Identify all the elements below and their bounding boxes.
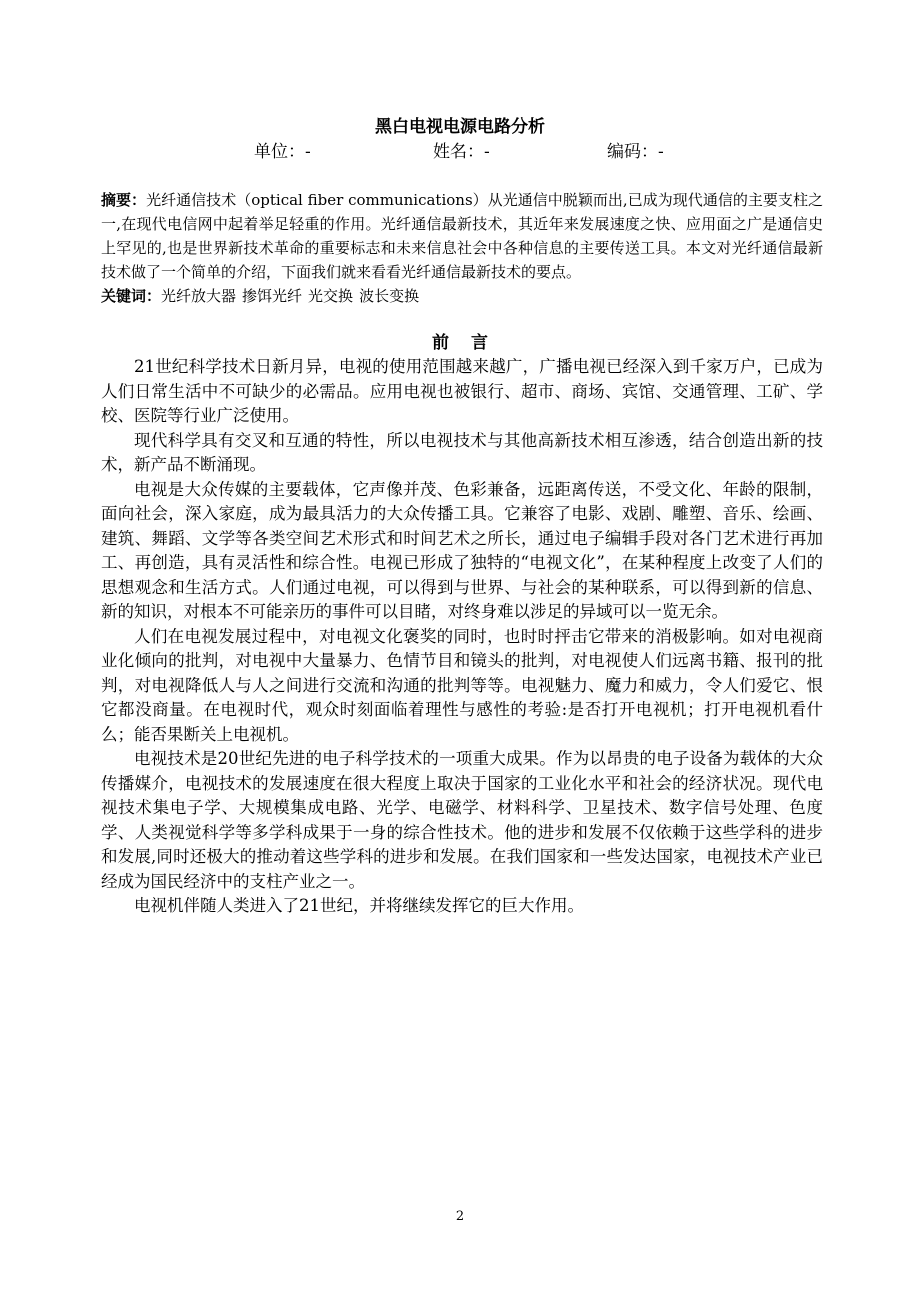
keywords xyxy=(101,284,823,308)
body-paragraph: 现代科学具有交叉和互通的特性，所以电视技术与其他高新技术相互渗透，结合创造出新的技术，新产品不断涌现。 xyxy=(101,430,823,474)
author-meta-line xyxy=(0,140,920,164)
body-paragraph: 电视是大众传媒的主要载体，它声像并茂、色彩兼备，远距离传送，不受文化、年龄的限制，面向社会，深入家庭，成为最具活力的大众传播工具。它兼容了电影、戏剧、雕塑、音乐、绘画、建筑、舞蹈、文学等各类空间艺术形式和时间艺术之所长，通过电子编辑手段对各门艺术进行再加工、再创造，具有灵活性和综合性。电视已形成了独特的“电视文化”，在某种程度上改变了人们的思想观念和生活方式。人们通过电视，可以得到与世界、与社会的某种联系，可以得到新的信息、新的知识，对根本不可能亲历的事件可以目睹，对终身难以涉足的异域可以一览无余。 xyxy=(101,479,823,621)
body-paragraph: 人们在电视发展过程中，对电视文化褒奖的同时，也时时抨击它带来的消极影响。如对电视商业化倾向的批判，对电视中大量暴力、色情节目和镜头的批判，对电视使人们远离书籍、报刊的批判，对电视降低人与人之间进行交流和沟通的批判等等。电视魅力、魔力和威力，令人们爱它、恨它都没商量。在电视时代，观众时刻面临着理性与感性的考验:是否打开电视机；打开电视机看什么；能否果断关上电视机。 xyxy=(101,626,823,744)
keyword-item: 光纤放大器 xyxy=(161,287,237,305)
code-field: 编码：- xyxy=(607,142,664,162)
page-title: 黑白电视电源电路分析 xyxy=(375,117,545,137)
section-heading: 前言 xyxy=(432,333,510,353)
body-paragraph: 21世纪科学技术日新月异，电视的使用范围越来越广，广播电视已经深入到千家万户，已成为人们日常生活中不可缺少的必需品。应用电视也被银行、超市、商场、宾馆、交通管理、工矿、学校、医院等行业广泛使用。 xyxy=(101,357,823,425)
abstract-text: 光纤通信技术（optical fiber communications）从光通信中脱颖而出,已成为现代通信的主要支柱之一,在现代电信网中起着举足轻重的作用。光纤通信最新技术，其近年来发展速度之快、应用面之广是通信史上罕见的,也是世界新技术革命的重要标志和未来信息社会中各种信息的主要传送工具。本文对光纤通信最新技术做了一个简单的介绍，下面我们就来看看光纤通信最新技术的要点。 xyxy=(101,191,823,281)
keyword-item: 掺饵光纤 xyxy=(242,287,303,305)
abstract xyxy=(101,188,823,284)
keywords-label: 关键词： xyxy=(101,287,162,305)
abstract-label: 摘要： xyxy=(101,191,147,209)
keyword-item: 光交换 xyxy=(308,287,354,305)
keyword-item: 波长变换 xyxy=(359,287,420,305)
unit-field: 单位：- xyxy=(254,142,311,162)
page-number: 2 xyxy=(455,1209,465,1224)
body-text xyxy=(101,355,823,919)
name-field: 姓名：- xyxy=(433,142,490,162)
body-paragraph: 电视机伴随人类进入了21世纪，并将继续发挥它的巨大作用。 xyxy=(134,896,584,915)
body-paragraph: 电视技术是20世纪先进的电子科学技术的一项重大成果。作为以昂贵的电子设备为载体的大众传播媒介，电视技术的发展速度在很大程度上取决于国家的工业化水平和社会的经济状况。现代电视技术集电子学、大规模集成电路、光学、电磁学、材料科学、卫星技术、数字信号处理、色度学、人类视觉科学等多学科成果于一身的综合性技术。他的进步和发展不仅依赖于这些学科的进步和发展,同时还极大的推动着这些学科的进步和发展。在我们国家和一些发达国家，电视技术产业已经成为国民经济中的支柱产业之一。 xyxy=(101,749,823,891)
